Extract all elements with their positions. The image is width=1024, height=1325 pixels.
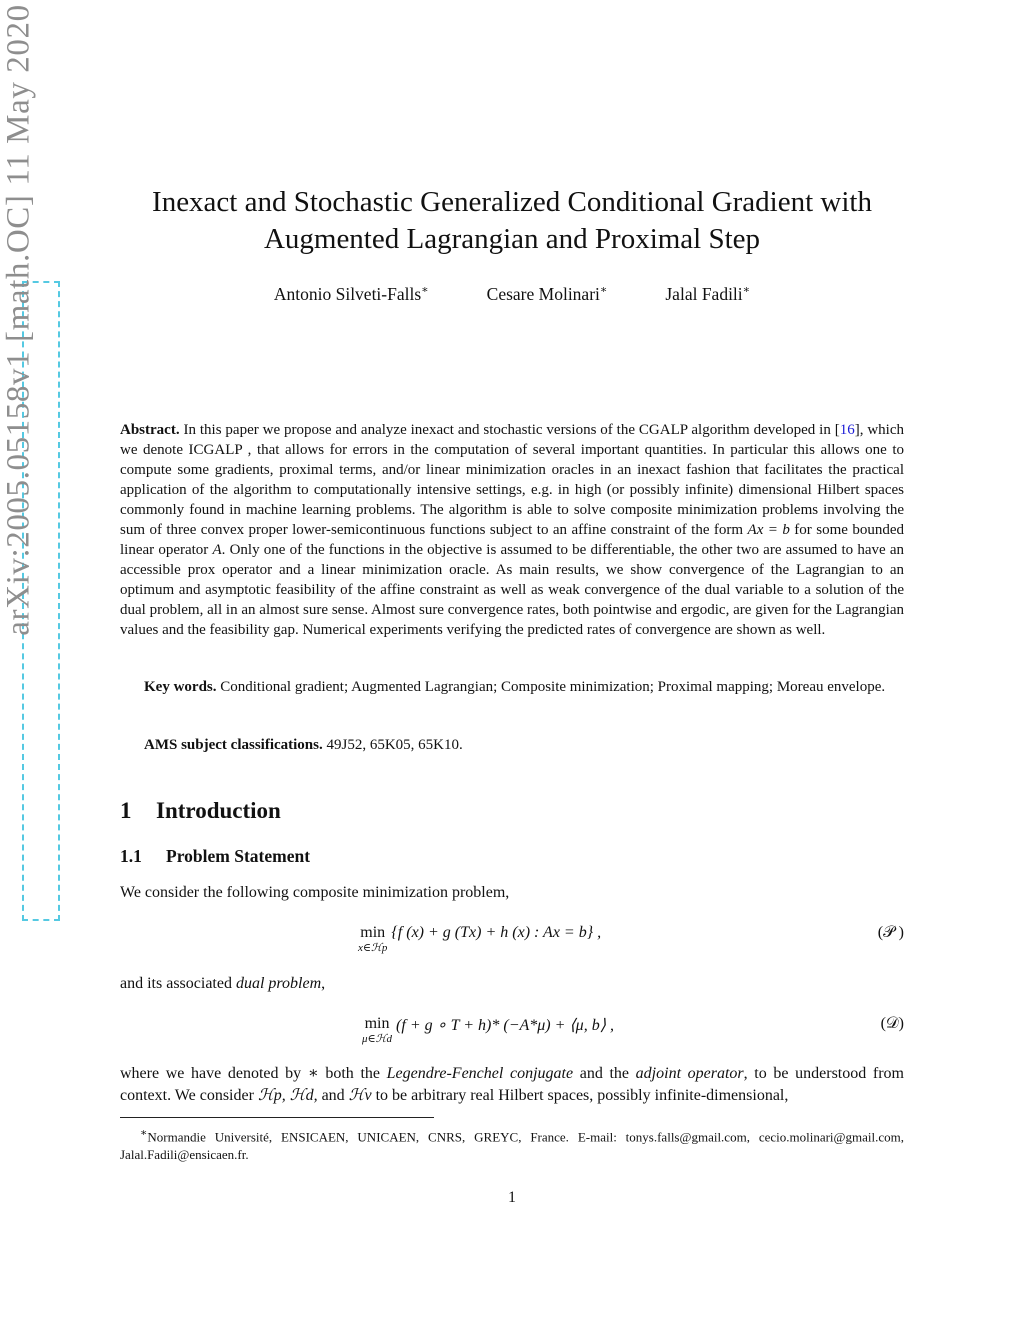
min-label: min xyxy=(360,924,386,941)
abstract-text: ], which we denote ICGALP , that allows for errors in the computation of several important quantities. In particular this allows one to compute some gradients, proximal terms, and/or linear minimization oracles in an inexact fashion that facilitates the practical application of the algorithm to computationally intensive settings, e.g. in high (or possibly infinite) dimensional Hilbert spaces commonly found in machine learning problems. The algorithm is able to solve composite minimization problems involving the sum of three convex proper lower-semicontinuous functions subject to an affine constraint of the form xyxy=(120,422,904,538)
paragraph-1: We consider the following composite minimization problem, xyxy=(120,884,510,901)
footnote xyxy=(120,1124,904,1164)
keywords-label: Key words. xyxy=(144,679,217,695)
ams-text: 49J52, 65K05, 65K10. xyxy=(326,737,463,753)
author-3 xyxy=(665,283,750,305)
author-name: Jalal Fadili xyxy=(665,283,743,304)
paragraph-3 xyxy=(120,1063,904,1107)
author-mark: ∗ xyxy=(742,284,751,296)
min-operator xyxy=(358,924,387,954)
paragraph-text: to be arbitrary real Hilbert spaces, possibly infinite-dimensional, xyxy=(371,1087,789,1104)
ams-label: AMS subject classifications. xyxy=(144,737,323,753)
keywords xyxy=(120,677,904,697)
min-label: min xyxy=(364,1015,390,1032)
paragraph-text: and xyxy=(317,1087,349,1104)
equation-dual xyxy=(120,1015,904,1051)
emphasis: Legendre-Fenchel conjugate xyxy=(386,1065,574,1082)
author-1 xyxy=(274,283,429,305)
math-inline: ℋv xyxy=(348,1087,372,1104)
paragraph-text: , xyxy=(321,975,326,992)
math-inline: Ax = b xyxy=(747,522,790,538)
title-line-1: Inexact and Stochastic Generalized Conditional Gradient with xyxy=(152,186,872,218)
equation-dual-body xyxy=(362,1015,614,1045)
author-list xyxy=(120,283,904,305)
author-mark: ∗ xyxy=(599,284,608,296)
math-inline: ℋp, ℋd, xyxy=(257,1087,318,1104)
keywords-text: Conditional gradient; Augmented Lagrangian; Composite minimization; Proximal mapping; Moreau envelope. xyxy=(220,679,886,695)
footnote-rule xyxy=(120,1117,434,1118)
footnote-mark: ∗ xyxy=(140,1127,148,1139)
emphasis: adjoint operator xyxy=(635,1065,744,1082)
paragraph-text: where we have denoted by ∗ both the xyxy=(120,1065,387,1082)
paragraph-text: and the xyxy=(573,1065,636,1082)
ams-classifications xyxy=(120,735,904,755)
abstract-text: . Only one of the functions in the objective is assumed to be differentiable, the other two are assumed to have an accessible prox operator and a linear minimization oracle. As main results, we show convergence of the Lagrangian to an optimum and asymptotic feasibility of the affine constraint as well as weak convergence of the dual variable to a solution of the dual problem, all in an almost sure sense. Almost sure convergence rates, both pointwise and ergodic, are given for the Lagrangian values and the feasibility gap. Numerical experiments verifying the predicted rates of convergence are shown as well. xyxy=(120,542,904,638)
min-subscript: x∈ℋp xyxy=(358,942,388,954)
equation-tag: (𝒫 ) xyxy=(877,924,904,941)
equation-primal-body xyxy=(358,924,601,954)
min-subscript: μ∈ℋd xyxy=(362,1033,393,1045)
subsection-heading xyxy=(120,846,310,867)
title-line-2: Augmented Lagrangian and Proximal Step xyxy=(263,223,761,255)
abstract-text: In this paper we propose and analyze inexact and stochastic versions of the CGALP algorithm developed in [ xyxy=(183,422,840,438)
paragraph-2 xyxy=(120,973,904,995)
min-operator xyxy=(362,1015,392,1045)
equation-primal xyxy=(120,924,904,960)
abstract xyxy=(120,420,904,640)
subsection-title: Problem Statement xyxy=(166,846,311,866)
paper-title xyxy=(120,184,904,258)
abstract-text: for some bounded linear operator xyxy=(120,522,904,558)
arxiv-identifier: arXiv:2005.05158v1 [math.OC] 11 May 2020 xyxy=(0,4,37,636)
author-name: Antonio Silveti-Falls xyxy=(273,283,422,304)
equation-expression: {f (x) + g (Tx) + h (x) : Ax = b} , xyxy=(391,924,602,941)
footnote-text: Normandie Université, ENSICAEN, UNICAEN, CNRS, GREYC, France. E-mail: tonys.falls@gmail.com, cecio.molinari@gmail.com, Jalal.Fadili@ensicaen.fr. xyxy=(120,1129,904,1163)
author-name: Cesare Molinari xyxy=(486,283,600,304)
equation-tag: (𝒟) xyxy=(880,1015,904,1032)
page-number: 1 xyxy=(508,1189,516,1206)
subsection-number: 1.1 xyxy=(120,846,142,866)
abstract-label: Abstract. xyxy=(120,422,180,438)
author-2 xyxy=(487,283,608,305)
section-number: 1 xyxy=(120,798,132,823)
paragraph-text: , to be understood from context. We consider xyxy=(120,1065,904,1104)
paragraph-text: and its associated xyxy=(120,975,236,992)
citation-link[interactable]: 16 xyxy=(839,422,855,438)
math-inline: A xyxy=(212,542,222,558)
emphasis: dual problem xyxy=(235,975,322,992)
section-heading xyxy=(120,798,281,824)
section-title: Introduction xyxy=(156,798,281,823)
equation-expression: (f + g ∘ T + h)* (−A*μ) + ⟨μ, b⟩ , xyxy=(396,1017,614,1034)
author-mark: ∗ xyxy=(421,284,429,296)
